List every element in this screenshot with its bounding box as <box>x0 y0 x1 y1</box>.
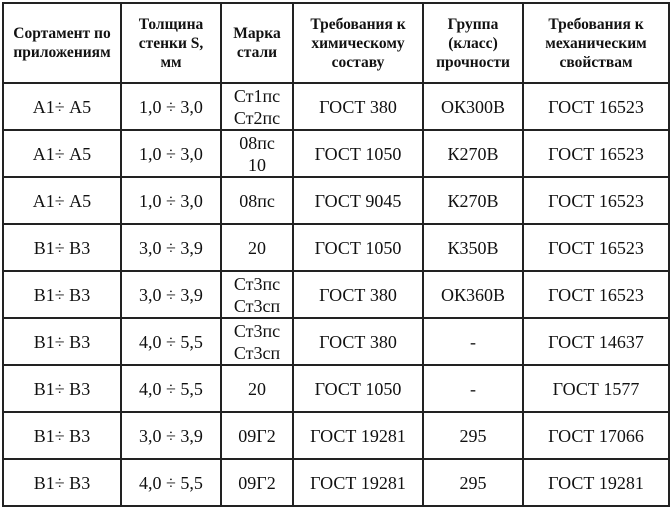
cell-line: 09Г2 <box>238 472 276 493</box>
header-line: (класс) <box>448 34 498 52</box>
cell-sortament: В1÷ В3 <box>3 271 121 318</box>
cell-line: Ст3пс <box>233 273 281 294</box>
cell-thickness: 1,0 ÷ 3,0 <box>121 177 221 224</box>
cell-thickness: 1,0 ÷ 3,0 <box>121 130 221 177</box>
cell-line: Ст3сп <box>233 342 281 363</box>
header-thickness <box>121 3 221 83</box>
cell-grade <box>221 83 293 130</box>
header-line: свойствам <box>559 53 633 71</box>
cell-line: 09Г2 <box>238 425 276 446</box>
table-row <box>3 459 669 506</box>
table-row <box>3 318 669 365</box>
table-row <box>3 83 669 130</box>
header-line: приложениям <box>13 44 111 61</box>
cell-chem: ГОСТ 1050 <box>293 224 423 271</box>
cell-group: ОК360В <box>423 271 523 318</box>
header-line: механическим <box>545 34 647 52</box>
cell-line: Ст3сп <box>233 295 281 316</box>
cell-chem: ГОСТ 9045 <box>293 177 423 224</box>
cell-group: 295 <box>423 459 523 506</box>
cell-grade <box>221 177 293 224</box>
cell-mech: ГОСТ 16523 <box>523 130 669 177</box>
table-row <box>3 365 669 412</box>
cell-thickness: 3,0 ÷ 3,9 <box>121 412 221 459</box>
cell-sortament: А1÷ А5 <box>3 177 121 224</box>
cell-line: Ст2пс <box>233 107 281 128</box>
cell-chem: ГОСТ 19281 <box>293 459 423 506</box>
cell-sortament: В1÷ В3 <box>3 365 121 412</box>
header-sortament <box>3 3 121 83</box>
cell-line: 08пс <box>239 132 275 153</box>
cell-mech: ГОСТ 16523 <box>523 224 669 271</box>
table-row <box>3 177 669 224</box>
header-line: прочности <box>436 53 510 71</box>
cell-chem: ГОСТ 380 <box>293 83 423 130</box>
cell-line: 10 <box>248 154 266 175</box>
steel-requirements-table-container <box>2 2 668 505</box>
cell-mech: ГОСТ 1577 <box>523 365 669 412</box>
cell-mech: ГОСТ 16523 <box>523 177 669 224</box>
header-line: Марка <box>233 25 281 42</box>
cell-group: К350В <box>423 224 523 271</box>
header-line: мм <box>160 53 182 71</box>
cell-line: 08пс <box>239 190 275 211</box>
cell-mech: ГОСТ 14637 <box>523 318 669 365</box>
cell-thickness: 3,0 ÷ 3,9 <box>121 271 221 318</box>
cell-chem: ГОСТ 380 <box>293 318 423 365</box>
cell-chem: ГОСТ 1050 <box>293 365 423 412</box>
header-line: Группа <box>447 15 499 33</box>
cell-sortament: В1÷ В3 <box>3 318 121 365</box>
cell-thickness: 4,0 ÷ 5,5 <box>121 318 221 365</box>
header-line: Толщина <box>138 15 204 33</box>
header-line: составу <box>331 53 385 71</box>
header-chem <box>293 3 423 83</box>
header-line: Требования к <box>548 15 644 33</box>
header-line: химическому <box>311 34 405 52</box>
cell-chem: ГОСТ 380 <box>293 271 423 318</box>
cell-sortament: В1÷ В3 <box>3 459 121 506</box>
cell-sortament: В1÷ В3 <box>3 224 121 271</box>
cell-grade <box>221 365 293 412</box>
cell-group: К270В <box>423 130 523 177</box>
cell-sortament: В1÷ В3 <box>3 412 121 459</box>
table-row <box>3 224 669 271</box>
cell-line: 20 <box>248 237 266 258</box>
cell-sortament: А1÷ А5 <box>3 130 121 177</box>
cell-group: - <box>423 365 523 412</box>
cell-grade <box>221 224 293 271</box>
cell-group: К270В <box>423 177 523 224</box>
header-line: Требования к <box>310 15 406 33</box>
table-row <box>3 412 669 459</box>
cell-group: - <box>423 318 523 365</box>
cell-mech: ГОСТ 17066 <box>523 412 669 459</box>
header-group <box>423 3 523 83</box>
cell-mech: ГОСТ 16523 <box>523 271 669 318</box>
cell-thickness: 4,0 ÷ 5,5 <box>121 459 221 506</box>
cell-grade <box>221 459 293 506</box>
cell-thickness: 4,0 ÷ 5,5 <box>121 365 221 412</box>
header-line: стенки S, <box>138 34 204 52</box>
table-row <box>3 130 669 177</box>
header-line: Сортамент по <box>13 25 111 42</box>
cell-thickness: 1,0 ÷ 3,0 <box>121 83 221 130</box>
cell-chem: ГОСТ 1050 <box>293 130 423 177</box>
cell-line: 20 <box>248 378 266 399</box>
header-mech <box>523 3 669 83</box>
header-grade <box>221 3 293 83</box>
cell-sortament: А1÷ А5 <box>3 83 121 130</box>
cell-line: Ст1пс <box>233 85 281 106</box>
table-row <box>3 271 669 318</box>
header-row <box>3 3 669 83</box>
steel-requirements-table <box>2 2 670 507</box>
cell-grade <box>221 412 293 459</box>
cell-line: Ст3пс <box>233 320 281 341</box>
cell-chem: ГОСТ 19281 <box>293 412 423 459</box>
cell-grade <box>221 318 293 365</box>
cell-mech: ГОСТ 16523 <box>523 83 669 130</box>
cell-group: 295 <box>423 412 523 459</box>
cell-mech: ГОСТ 19281 <box>523 459 669 506</box>
cell-grade <box>221 130 293 177</box>
table-body <box>3 83 669 506</box>
cell-grade <box>221 271 293 318</box>
cell-thickness: 3,0 ÷ 3,9 <box>121 224 221 271</box>
header-line: стали <box>236 44 278 61</box>
cell-group: ОК300В <box>423 83 523 130</box>
